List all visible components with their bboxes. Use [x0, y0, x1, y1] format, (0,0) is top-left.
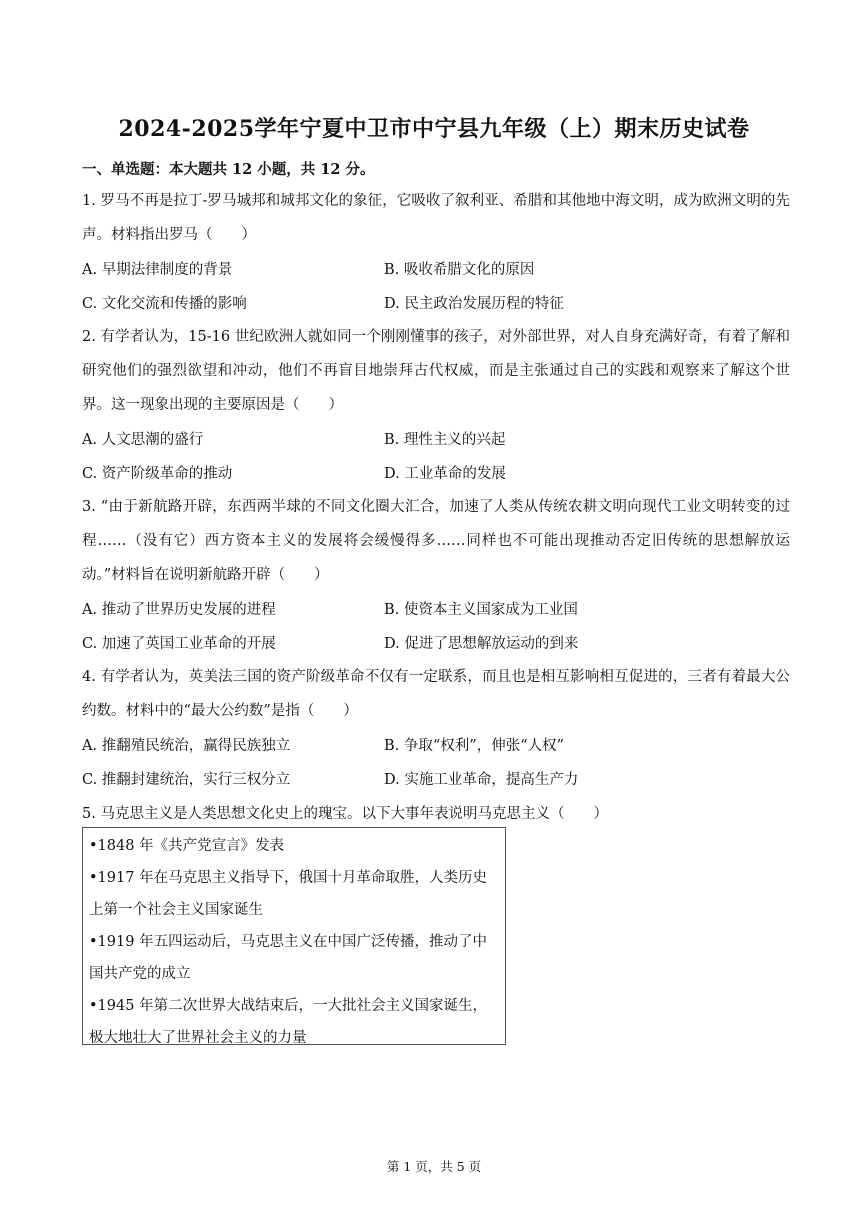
question-1-stem: 1. 罗马不再是拉丁-罗马城邦和城邦文化的象征，它吸收了叙利亚、希腊和其他地中海文明，成为欧洲文明的先声。材料指出罗马（ ） [82, 193, 790, 243]
question-3-option-b[interactable]: B. 使资本主义国家成为工业国 [384, 602, 578, 618]
question-4-option-c[interactable]: C. 推翻封建统治，实行三权分立 [82, 772, 291, 788]
question-2-option-d[interactable]: D. 工业革命的发展 [384, 466, 506, 482]
question-4-option-a[interactable]: A. 推翻殖民统治，赢得民族独立 [82, 738, 291, 754]
timeline-item: •1919 年五四运动后，马克思主义在中国广泛传播，推动了中国共产党的成立 [89, 934, 488, 982]
question-2-option-b[interactable]: B. 理性主义的兴起 [384, 432, 506, 448]
timeline-item: •1917 年在马克思主义指导下，俄国十月革命取胜，人类历史上第一个社会主义国家诞生 [89, 870, 488, 918]
question-4-option-b[interactable]: B. 争取“权利”，伸张“人权” [384, 738, 565, 754]
question-2-stem: 2. 有学者认为，15-16 世纪欧洲人就如同一个刚刚懂事的孩子，对外部世界，对人自身充满好奇，有着了解和研究他们的强烈欲望和冲动，他们不再盲目地崇拜古代权威，而是主张通过自己的实践和观察来了解这个世界。这一现象出现的主要原因是（ ） [82, 329, 790, 413]
timeline-table [82, 827, 506, 1045]
question-3-option-c[interactable]: C. 加速了英国工业革命的开展 [82, 636, 276, 652]
exam-title: 2024-2025学年宁夏中卫市中宁县九年级（上）期末历史试卷 [118, 116, 750, 142]
question-1-option-b[interactable]: B. 吸收希腊文化的原因 [384, 262, 535, 278]
question-5-stem: 5. 马克思主义是人类思想文化史上的瑰宝。以下大事年表说明马克思主义（ ） [82, 806, 608, 822]
section-heading: 一、单选题：本大题共 12 小题，共 12 分。 [82, 161, 375, 178]
timeline-item: •1945 年第二次世界大战结束后，一大批社会主义国家诞生，极大地壮大了世界社会主义的力量 [89, 998, 488, 1046]
question-3-stem: 3. “由于新航路开辟，东西两半球的不同文化圈大汇合，加速了人类从传统农耕文明向现代工业文明转变的过程……（没有它）西方资本主义的发展将会缓慢得多……同样也不可能出现推动否定旧传统的思想解放运动。”材料旨在说明新航路开辟（ ） [82, 499, 790, 583]
question-3-option-d[interactable]: D. 促进了思想解放运动的到来 [384, 636, 579, 652]
question-1-option-a[interactable]: A. 早期法律制度的背景 [82, 262, 233, 278]
page-footer: 第 1 页，共 5 页 [386, 1159, 482, 1174]
question-1-option-c[interactable]: C. 文化交流和传播的影响 [82, 296, 247, 312]
question-4-stem: 4. 有学者认为，英美法三国的资产阶级革命不仅有一定联系，而且也是相互影响相互促进的，三者有着最大公约数。材料中的“最大公约数”是指（ ） [82, 669, 790, 719]
question-4-option-d[interactable]: D. 实施工业革命，提高生产力 [384, 772, 579, 788]
question-2-option-a[interactable]: A. 人文思潮的盛行 [82, 432, 204, 448]
timeline-item: •1848 年《共产党宣言》发表 [89, 838, 285, 854]
question-3-option-a[interactable]: A. 推动了世界历史发展的进程 [82, 602, 276, 618]
question-1-option-d[interactable]: D. 民主政治发展历程的特征 [384, 296, 564, 312]
question-2-option-c[interactable]: C. 资产阶级革命的推动 [82, 466, 233, 482]
